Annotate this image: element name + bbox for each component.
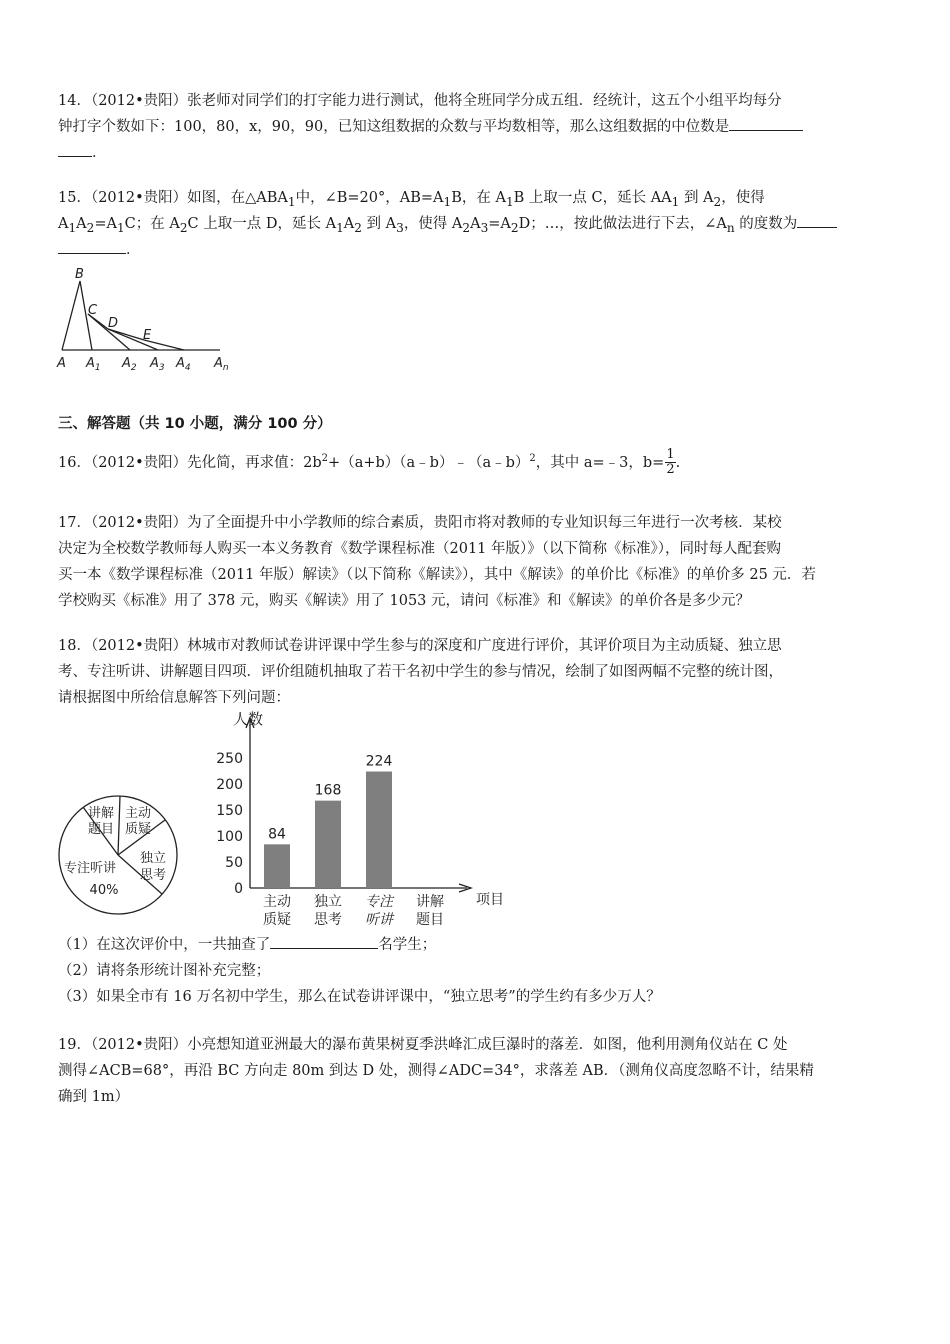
q18-answer-blank[interactable] <box>270 932 378 949</box>
q15-line-3: ． <box>58 237 894 263</box>
x-category-label: 专注 <box>365 894 393 910</box>
q15-line-1: 15．（2012•贵阳）如图，在$\triangle ABA_1$中，∠B=20°，$AB=A_1B$，在 $A_1B$ 上取一点 C，延长 $AA_1$ 到 $A_2$，使得 <box>58 190 765 209</box>
pie-label-zhudong-2: 质疑 <box>124 822 152 837</box>
q14-line-3: ． <box>58 140 894 166</box>
label-E: E <box>143 328 152 343</box>
fraction-one-half: $\frac{1}{2}$ <box>666 447 675 478</box>
label-A2: $A_2$ <box>122 356 137 373</box>
label-A4: $A_4$ <box>176 356 191 373</box>
x-axis-title: 项目 <box>476 892 504 908</box>
question-15 <box>58 185 894 263</box>
question-18 <box>58 633 894 711</box>
label-An: $A_n$ <box>214 356 229 373</box>
pie-label-zhuanzhu: 专注听讲 <box>63 861 117 876</box>
q18-line-3: 请根据图中所给信息解答下列问题： <box>58 690 290 706</box>
q17-line-4: 学校购买《标准》用了 378 元，购买《解读》用了 1053 元，请问《标准》和《解读》的单价各是多少元？ <box>58 593 751 609</box>
bar-value-label: 168 <box>314 782 342 799</box>
x-category-label: 质疑 <box>263 912 291 928</box>
label-A1: $A_1$ <box>86 356 101 373</box>
q14-line-1: 14．（2012•贵阳）张老师对同学们的打字能力进行测试，他将全班同学分成五组．经统计，这五个小组平均每分 <box>58 93 782 109</box>
x-category-label: 讲解 <box>416 894 444 910</box>
question-17 <box>58 510 894 614</box>
q18-line-2: 考、专注听讲、讲解题目四项．评价组随机抽取了若干名初中学生的参与情况，绘制了如图两幅不完整的统计图， <box>58 664 783 680</box>
bar-2 <box>315 801 341 888</box>
section-3-heading: 三、解答题（共 10 小题，满分 100 分） <box>58 416 332 432</box>
pie-label-zhudong-1: 主动 <box>124 806 152 821</box>
bar-value-label: 224 <box>365 753 393 770</box>
q18-sub-2: （2）请将条形统计图补充完整； <box>58 963 271 979</box>
pie-label-duli-1: 独立 <box>139 851 167 866</box>
q18-bar-chart <box>205 702 525 938</box>
y-tick-label: 200 <box>216 777 243 793</box>
q19-line-2: 测得∠ACB=68°，再沿 BC 方向走 80m 到达 D 处，测得∠ADC=34°，求落差 AB．（测角仪高度忽略不计，结果精 <box>58 1063 814 1079</box>
question-16: 16．（2012•贵阳）先化简，再求值：$2b^2+(a+b)(a﹣b)﹣(a﹣b)^2$，其中 a=﹣3，b= $\frac{1}{2}$ . <box>58 447 681 478</box>
x-category-label: 主动 <box>263 894 291 910</box>
bar-3 <box>366 772 392 888</box>
q19-line-3: 确到 1m） <box>58 1089 130 1105</box>
bar-value-label: 84 <box>268 826 286 843</box>
x-category-label: 题目 <box>416 912 444 928</box>
q15-triangle-figure <box>52 266 252 381</box>
q18-sub-1: （1）在这次评价中，一共抽查了 名学生； <box>58 932 894 958</box>
q15-line-2: $A_1A_2=A_1C$；在 $A_2C$ 上取一点 D，延长 $A_1A_2$ 到 $A_3$，使得 $A_2A_3=A_2D$；…，按此做法进行下去，$\angle A_n$ 的度数为 <box>58 211 894 237</box>
q18-pie-chart <box>54 790 184 920</box>
q17-line-2: 决定为全校数学教师每人购买一本义务教育《数学课程标准（2011 年版）》（以下简称《标准》），同时每人配套购 <box>58 541 782 557</box>
label-D: D <box>108 316 119 331</box>
q17-line-3: 买一本《数学课程标准（2011 年版）解读》（以下简称《解读》），其中《解读》的单价比《标准》的单价多 25 元．若 <box>58 567 816 583</box>
q14-answer-blank[interactable] <box>729 114 803 131</box>
label-A: A <box>57 356 66 371</box>
x-category-label: 独立 <box>314 894 342 910</box>
pie-label-percent: 40% <box>89 883 119 898</box>
y-tick-label: 150 <box>216 803 243 819</box>
q17-line-1: 17．（2012•贵阳）为了全面提升中小学教师的综合素质，贵阳市将对教师的专业知识每三年进行一次考核．某校 <box>58 515 782 531</box>
label-C: C <box>88 303 98 318</box>
y-tick-label: 0 <box>234 881 243 897</box>
pie-label-jiangjie-2: 题目 <box>87 822 115 837</box>
label-B: B <box>75 267 84 282</box>
q14-line-2: 钟打字个数如下：100，80，x，90，90，已知这组数据的众数与平均数相等，那么这组数据的中位数是 <box>58 114 894 140</box>
question-19 <box>58 1032 894 1110</box>
y-tick-label: 100 <box>216 829 243 845</box>
question-14 <box>58 88 894 166</box>
q18-line-1: 18．（2012•贵阳）林城市对教师试卷讲评课中学生参与的深度和广度进行评价，其评价项目为主动质疑、独立思 <box>58 638 782 654</box>
y-tick-label: 250 <box>216 751 243 767</box>
y-tick-label: 50 <box>225 855 243 871</box>
bar-1 <box>264 844 290 888</box>
q19-line-1: 19．（2012•贵阳）小亮想知道亚洲最大的瀑布黄果树夏季洪峰汇成巨瀑时的落差．如图，他利用测角仪站在 C 处 <box>58 1037 788 1053</box>
question-18-subquestions <box>58 932 894 1010</box>
q15-answer-blank-cont[interactable] <box>58 237 126 254</box>
x-category-label: 思考 <box>314 912 342 928</box>
q15-answer-blank[interactable] <box>797 211 837 228</box>
q14-answer-blank-cont[interactable] <box>58 140 92 157</box>
y-axis-title: 人数 <box>233 710 264 728</box>
x-category-label: 听讲 <box>365 912 393 928</box>
label-A3: $A_3$ <box>150 356 165 373</box>
pie-label-jiangjie-1: 讲解 <box>87 806 115 821</box>
q18-sub-3: （3）如果全市有 16 万名初中学生，那么在试卷讲评课中，“独立思考”的学生约有多少万人？ <box>58 989 661 1005</box>
pie-label-duli-2: 思考 <box>139 868 167 883</box>
